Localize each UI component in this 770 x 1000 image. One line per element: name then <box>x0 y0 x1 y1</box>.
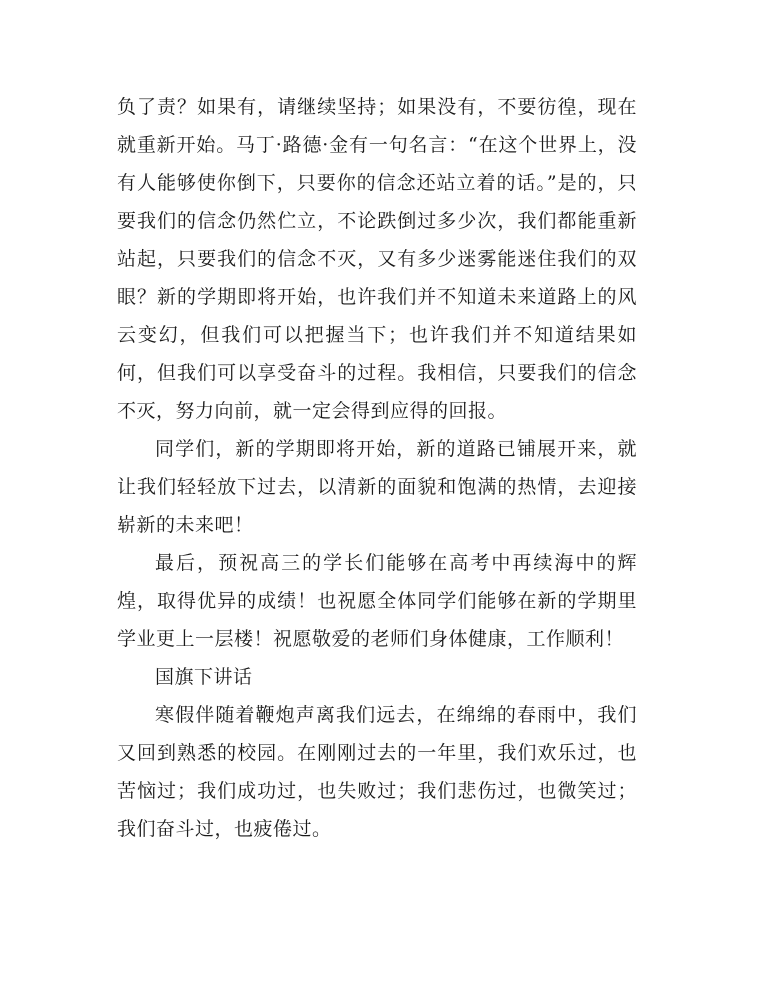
paragraph-new-term: 同学们，新的学期即将开始，新的道路已铺展开来，就让我们轻轻放下过去，以清新的面貌和饱满的热情，去迎接崭新的未来吧！ <box>117 438 637 536</box>
section-heading: 国旗下讲话 <box>155 666 253 688</box>
paragraph-wishes: 最后，预祝高三的学长们能够在高考中再续海中的辉煌，取得优异的成绩！也祝愿全体同学们能够在新的学期里学业更上一层楼！祝愿敬爱的老师们身体健康，工作顺利！ <box>117 552 637 650</box>
document-body <box>117 88 637 848</box>
paragraph-winter-break: 寒假伴随着鞭炮声离我们远去，在绵绵的春雨中，我们又回到熟悉的校园。在刚刚过去的一年里，我们欢乐过，也苦恼过；我们成功过，也失败过；我们悲伤过，也微笑过；我们奋斗过，也疲倦过。 <box>117 704 637 840</box>
paragraph-continuation: 负了责？如果有，请继续坚持；如果没有，不要彷徨，现在就重新开始。马丁·路德·金有一句名言：“在这个世界上，没有人能够使你倒下，只要你的信念还站立着的话。”是的，只要我们的信念仍然伫立，不论跌倒过多少次，我们都能重新站起，只要我们的信念不灭，又有多少迷雾能迷住我们的双眼？新的学期即将开始，也许我们并不知道未来道路上的风云变幻，但我们可以把握当下；也许我们并不知道结果如何，但我们可以享受奋斗的过程。我相信，只要我们的信念不灭，努力向前，就一定会得到应得的回报。 <box>117 96 637 422</box>
